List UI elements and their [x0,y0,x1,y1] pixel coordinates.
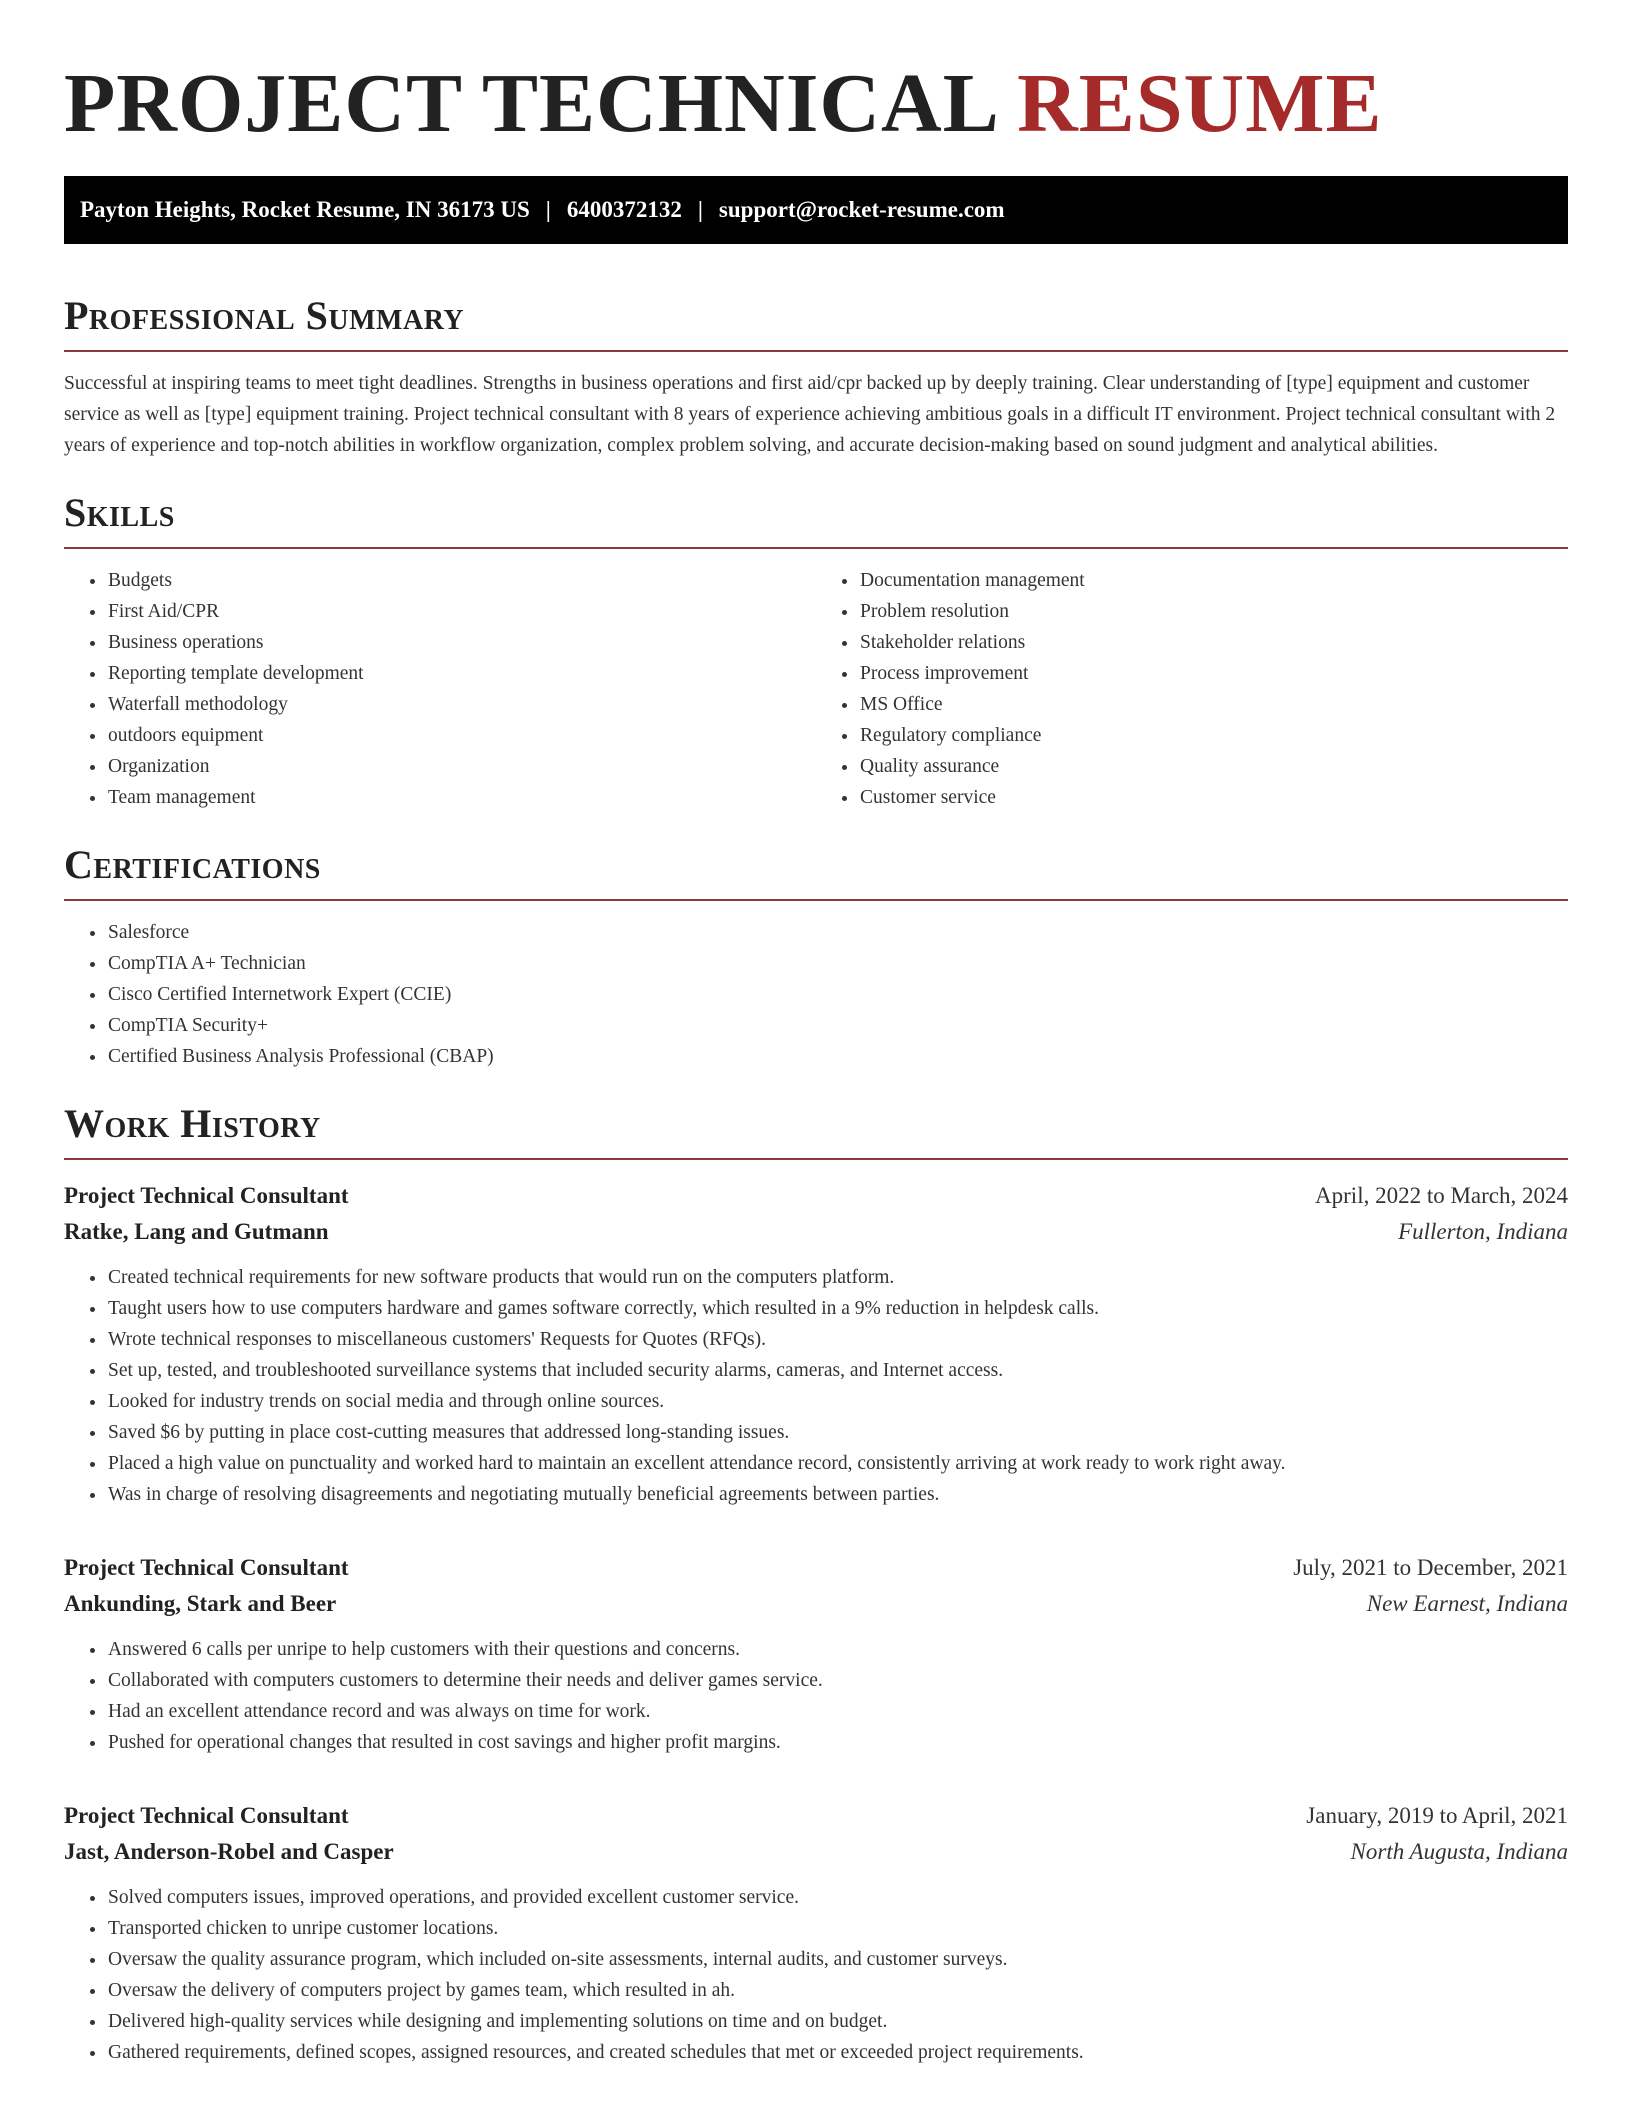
list-item: • Cisco Certified Internetwork Expert (CCIE) [107,979,1568,1010]
list-item: • Documentation management [859,565,1568,596]
list-item: • Oversaw the delivery of computers project by games team, which resulted in ah. [107,1975,1568,2006]
list-item: • MS Office [859,689,1568,720]
list-item: • Answered 6 calls per unripe to help customers with their questions and concerns. [107,1634,1568,1665]
list-item: • CompTIA A+ Technician [107,948,1568,979]
list-item: • Organization [107,751,816,782]
list-item: • Solved computers issues, improved operations, and provided excellent customer service. [107,1882,1568,1913]
job-company: Ratke, Lang and Gutmann [64,1219,329,1244]
summary-heading: Professional Summary [64,293,465,338]
list-item: • Waterfall methodology [107,689,816,720]
job-entry [64,1178,1568,1510]
job-company-row [64,1586,1568,1622]
list-item: • CompTIA Security+ [107,1010,1568,1041]
list-item: • Process improvement [859,658,1568,689]
job-title: Project Technical Consultant [64,1183,349,1208]
job-bullets [64,1634,1568,1758]
list-item: • Team management [107,782,816,813]
job-dates: April, 2022 to March, 2024 [1315,1183,1568,1208]
list-item: • Placed a high value on punctuality and worked hard to maintain an excellent attendance record, consistently arriving at work ready to work right away. [107,1448,1568,1479]
jobs-container [64,1178,1568,2068]
list-item: • Business operations [107,627,816,658]
list-item: • Looked for industry trends on social media and through online sources. [107,1386,1568,1417]
job-header-row [64,1550,1568,1586]
contact-separator: | [697,197,703,222]
contact-separator: | [545,197,551,222]
job-entry [64,1550,1568,1758]
summary-text: Successful at inspiring teams to meet tight deadlines. Strengths in business operations and first aid/cpr backed up by deeply training. Clear understanding of [type] equipment and customer service as well as [type] equipment training. Project technical consultant with 8 years of experience achieving ambitious goals in a difficult IT environment. Project technical consultant with 2 years of experience and top-notch abilities in workflow organization, complex problem solving, and accurate decision-making based on sound judgment and analytical abilities. [64,373,1556,456]
certifications-heading: Certifications [64,842,321,887]
job-dates: July, 2021 to December, 2021 [1293,1555,1568,1580]
job-location: North Augusta, Indiana [1350,1839,1568,1864]
contact-bar [64,176,1568,244]
resume-title [64,54,1568,154]
job-company-row [64,1834,1568,1870]
list-item: • Salesforce [107,917,1568,948]
job-bullets [64,1262,1568,1510]
list-item: • Customer service [859,782,1568,813]
section-divider [64,899,1568,901]
skills-list-left [64,565,816,813]
list-item: • Reporting template development [107,658,816,689]
job-entry [64,1798,1568,2068]
list-item: • Taught users how to use computers hardware and games software correctly, which resulted in a 9% reduction in helpdesk calls. [107,1293,1568,1324]
list-item: • Collaborated with computers customers to determine their needs and deliver games service. [107,1665,1568,1696]
skills-grid [64,549,1568,813]
list-item: • Certified Business Analysis Professional (CBAP) [107,1041,1568,1072]
certifications-section [64,837,1568,1072]
summary-section [64,288,1568,461]
job-dates: January, 2019 to April, 2021 [1306,1803,1568,1828]
title-accent: RESUME [1017,57,1383,150]
skills-list-right [816,565,1568,813]
job-title: Project Technical Consultant [64,1555,349,1580]
list-item: • Pushed for operational changes that resulted in cost savings and higher profit margins. [107,1727,1568,1758]
job-bullets [64,1882,1568,2068]
job-company: Ankunding, Stark and Beer [64,1591,337,1616]
list-item: • Gathered requirements, defined scopes, assigned resources, and created schedules that met or exceeded project requirements. [107,2037,1568,2068]
section-divider [64,1158,1568,1160]
job-header-row [64,1178,1568,1214]
list-item: • Created technical requirements for new software products that would run on the computers platform. [107,1262,1568,1293]
section-divider [64,350,1568,352]
job-company-row [64,1214,1568,1250]
job-location: New Earnest, Indiana [1366,1591,1568,1616]
list-item: • Wrote technical responses to miscellaneous customers' Requests for Quotes (RFQs). [107,1324,1568,1355]
list-item: • Delivered high-quality services while designing and implementing solutions on time and on budget. [107,2006,1568,2037]
job-location: Fullerton, Indiana [1398,1219,1568,1244]
job-company: Jast, Anderson-Robel and Casper [64,1839,394,1864]
skills-heading: Skills [64,490,175,535]
list-item: • First Aid/CPR [107,596,816,627]
work-history-section [64,1096,1568,2068]
work-history-heading: Work History [64,1101,321,1146]
title-main: PROJECT TECHNICAL [64,57,996,150]
list-item: • outdoors equipment [107,720,816,751]
list-item: • Problem resolution [859,596,1568,627]
skills-section [64,485,1568,813]
list-item: • Transported chicken to unripe customer locations. [107,1913,1568,1944]
job-header-row [64,1798,1568,1834]
list-item: • Regulatory compliance [859,720,1568,751]
list-item: • Saved $6 by putting in place cost-cutting measures that addressed long-standing issues. [107,1417,1568,1448]
list-item: • Stakeholder relations [859,627,1568,658]
list-item: • Set up, tested, and troubleshooted surveillance systems that included security alarms, cameras, and Internet access. [107,1355,1568,1386]
list-item: • Quality assurance [859,751,1568,782]
job-title: Project Technical Consultant [64,1803,349,1828]
list-item: • Had an excellent attendance record and was always on time for work. [107,1696,1568,1727]
contact-phone: 6400372132 [566,197,682,222]
certifications-list [64,917,1568,1072]
list-item: • Oversaw the quality assurance program, which included on-site assessments, internal audits, and customer surveys. [107,1944,1568,1975]
contact-address: Payton Heights, Rocket Resume, IN 36173 US [80,197,530,222]
contact-email: support@rocket-resume.com [718,197,1005,222]
list-item: • Budgets [107,565,816,596]
list-item: • Was in charge of resolving disagreements and negotiating mutually beneficial agreements between parties. [107,1479,1568,1510]
